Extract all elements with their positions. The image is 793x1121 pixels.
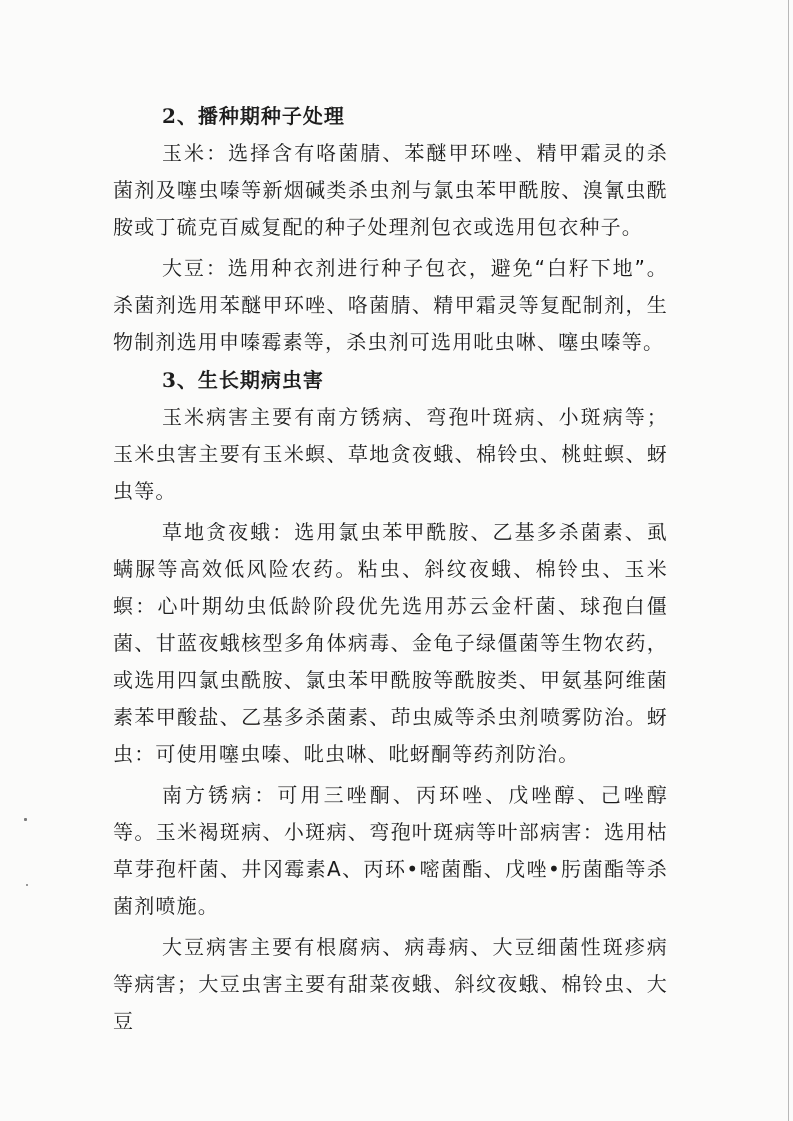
scan-edge-line — [788, 0, 789, 1121]
paragraph-southern-rust: 南方锈病：可用三唑酮、丙环唑、戊唑醇、己唑醇等。玉米褐斑病、小斑病、弯孢叶斑病等叶部病害：选用枯草芽孢杆菌、井冈霉素A、丙环•嘧菌酯、戊唑•肟菌酯等杀菌剂喷施。 — [113, 783, 668, 918]
section-heading-seed-treatment: 2、播种期种子处理 — [162, 104, 345, 128]
scan-speck — [24, 818, 27, 821]
paragraph-fall-armyworm: 草地贪夜蛾：选用氯虫苯甲酰胺、乙基多杀菌素、虱螨脲等高效低风险农药。粘虫、斜纹夜蛾、棉铃虫、玉米螟：心叶期幼虫低龄阶段优先选用苏云金杆菌、球孢白僵菌、甘蓝夜蛾核型多角体病毒、金龟子绿僵菌等生物农药，或选用四氯虫酰胺、氯虫苯甲酰胺等酰胺类、甲氨基阿维菌素苯甲酸盐、乙基多杀菌素、茚虫威等杀虫剂喷雾防治。蚜虫：可使用噻虫嗪、吡虫啉、吡蚜酮等药剂防治。 — [113, 520, 668, 766]
paragraph-soybean-seed: 大豆：选用种衣剂进行种子包衣，避免“白籽下地”。杀菌剂选用苯醚甲环唑、咯菌腈、精甲霜灵等复配制剂，生物制剂选用申嗪霉素等，杀虫剂可选用吡虫啉、噻虫嗪等。 — [113, 256, 668, 354]
paragraph-corn-seed: 玉米：选择含有咯菌腈、苯醚甲环唑、精甲霜灵的杀菌剂及噻虫嗪等新烟碱类杀虫剂与氯虫苯甲酰胺、溴氰虫酰胺或丁硫克百威复配的种子处理剂包衣或选用包衣种子。 — [113, 141, 668, 239]
document-body — [113, 98, 668, 1040]
section-heading-growth-pests: 3、生长期病虫害 — [162, 368, 324, 392]
paragraph-corn-diseases-pests: 玉米病害主要有南方锈病、弯孢叶斑病、小斑病等；玉米虫害主要有玉米螟、草地贪夜蛾、棉铃虫、桃蛀螟、蚜虫等。 — [113, 405, 668, 503]
paragraph-soybean-diseases-pests: 大豆病害主要有根腐病、病毒病、大豆细菌性斑疹病等病害；大豆虫害主要有甜菜夜蛾、斜纹夜蛾、棉铃虫、大豆 — [113, 935, 668, 1033]
scan-speck — [26, 884, 28, 886]
